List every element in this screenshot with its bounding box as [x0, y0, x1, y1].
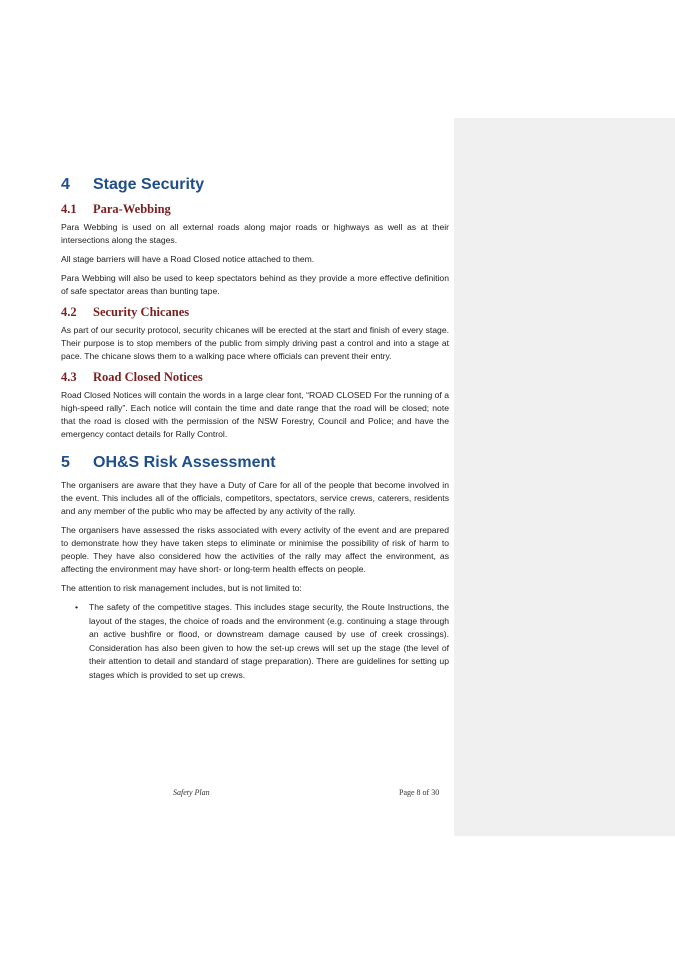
footer-document-title: Safety Plan: [173, 788, 210, 797]
subsection-title: Security Chicanes: [93, 305, 190, 319]
subsection-4-3-heading: [61, 369, 449, 385]
comment-pane: [454, 118, 675, 836]
paragraph: Road Closed Notices will contain the words in a large clear font, “ROAD CLOSED For the running of a high-speed rally”. Each notice will contain the time and date range that the road will be closed; note that the road is closed with the permission of the NSW Forestry, Council and Police; and have the emergency contact details for Rally Control.: [61, 390, 449, 439]
subsection-number: 4.1: [61, 202, 77, 216]
section-title: OH&S Risk Assessment: [93, 454, 276, 471]
subsection-4-1-heading: [61, 201, 449, 217]
paragraph: As part of our security protocol, security chicanes will be erected at the start and finish of every stage. Their purpose is to stop members of the public from simply driving past a control and into a stage at pace. The chicane slows them to a walking pace where officials can prevent their entry.: [61, 325, 449, 361]
section-5-heading: [61, 453, 449, 473]
subsection-title: Road Closed Notices: [93, 370, 203, 384]
section-title: Stage Security: [93, 176, 205, 193]
section-number: 4: [61, 176, 70, 193]
list-item-text: The safety of the competitive stages. This includes stage security, the Route Instructions, the layout of the stages, the choice of roads and the environment (e.g. continuing a stage through an active bushfire or flood, or downstream damage caused by use of creek crossings). Consideration has also been given to how the set-up crews will set up the stage (the level of their attention to detail and standard of stage preparation). There are guidelines for setting up stages which is provided to set up crews.: [89, 602, 449, 680]
section-4-heading: [61, 175, 449, 195]
list-item: [75, 601, 449, 683]
bullet-list: [61, 601, 449, 683]
paragraph: All stage barriers will have a Road Closed notice attached to them.: [61, 254, 315, 264]
footer-page-number: Page 8 of 30: [399, 788, 440, 797]
section-number: 5: [61, 454, 70, 471]
bullet-icon: •: [75, 602, 79, 612]
subsection-number: 4.3: [61, 370, 77, 384]
paragraph: The organisers are aware that they have a Duty of Care for all of the people that become involved in the event. This includes all of the officials, competitors, spectators, service crews, caterers, residents and any member of the public who may be affected by any activity of the rally.: [61, 480, 449, 516]
document-page: [61, 175, 449, 683]
subsection-title: Para-Webbing: [93, 202, 171, 216]
subsection-4-2-heading: [61, 304, 449, 320]
paragraph: Para Webbing will also be used to keep spectators behind as they provide a more effective definition of safe spectator areas than bunting tape.: [61, 273, 449, 296]
subsection-number: 4.2: [61, 305, 77, 319]
paragraph: Para Webbing is used on all external roads along major roads or highways as well as at their intersections along the stages.: [61, 222, 449, 245]
paragraph: The organisers have assessed the risks associated with every activity of the event and are prepared to demonstrate how they have taken steps to eliminate or minimise the possibility of risk of harm to people. They have also considered how the activities of the rally may affect the environment, as affecting the environment may have short- or long-term health effects on people.: [61, 525, 449, 574]
page-footer: [61, 788, 449, 802]
paragraph: The attention to risk management includes, but is not limited to:: [61, 583, 302, 593]
